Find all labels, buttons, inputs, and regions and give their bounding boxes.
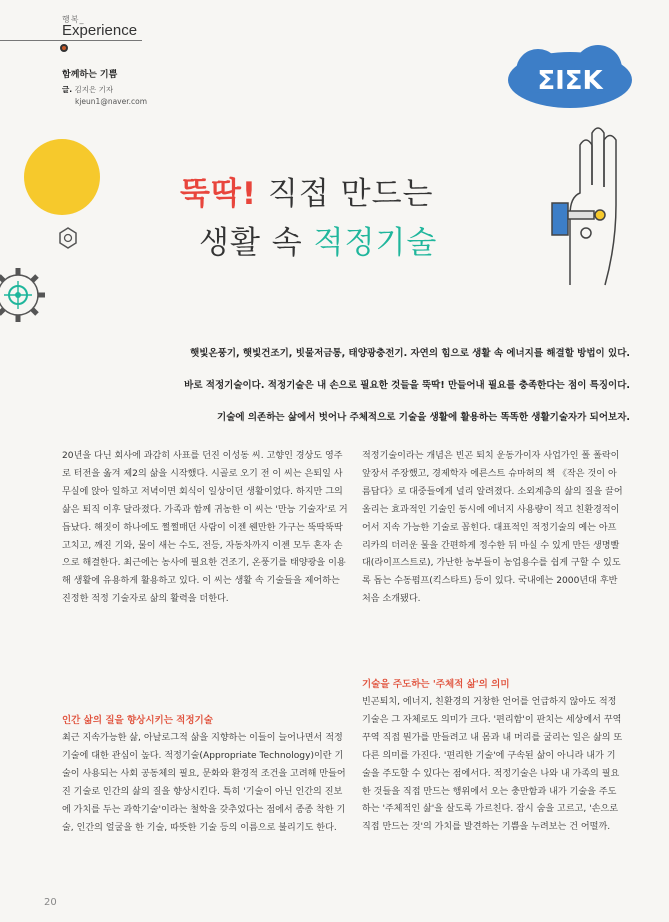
- body-left-column-top: [62, 448, 350, 609]
- body-paragraph: 최근 지속가능한 삶, 아날로그적 삶을 지향하는 이들이 늘어나면서 적정기술에 대한 관심이 높다. 적정기술(Appropriate Technology)이란 기술이 사용되는 사회 공동체의 필요, 문화와 환경적 조건을 고려해 만들어진 기술로 인간의 삶의 질을 향상시킨다. 특히 '기술이 아닌 인간의 진보에 가치를 두는 과학기술'이라는 철학을 갖추었다는 점에서 종종 착한 기술, 인간의 얼굴을 한 기술, 따뜻한 기술 등의 이름으로 불리기도 한다.: [62, 733, 346, 833]
- section-dot-icon: [60, 44, 68, 52]
- body-paragraph: 빈곤퇴치, 에너지, 친환경의 거창한 언어를 언급하지 않아도 적정기술은 그 자체로도 의미가 크다. '편리함'이 판치는 세상에서 꾸역꾸역 직접 뭔가를 만들려고 내 몸과 내 머리를 굴리는 일은 삶의 또 다른 의미를 가진다. '편리한 기술'에 구속된 삶이 아니라 내가 기술을 주도할 수 있다는 점에서다. 적정기술은 나와 내 가족의 필요한 것들을 직접 만드는 행위에서 오는 충만함과 내가 기술을 주도하는 '주체적인 삶'을 살도록 가르친다. 잠시 숨을 고르고, '손으로 직접 만드는 것'의 가치를 발견하는 기쁨을 누려보는 건 어떨까.: [362, 697, 623, 833]
- title-accent-exclaim: 뚝딱!: [180, 176, 258, 212]
- title-accent-keyword: 적정기술: [313, 225, 438, 261]
- byline: [62, 84, 113, 95]
- intro-line-3: 기술에 의존하는 삶에서 벗어나 주체적으로 기술을 생활에 활용하는 똑똑한 생활기술자가 되어보자.: [217, 412, 630, 423]
- gear-icon: [0, 268, 45, 322]
- body-right-column-top: [362, 448, 624, 609]
- sun-circle-icon: [24, 139, 100, 215]
- byline-prefix: 글.: [62, 85, 73, 94]
- page-number: 20: [44, 897, 57, 908]
- author-email: kjeun1@naver.com: [75, 97, 148, 106]
- title-line1-rest: 직접 만드는: [257, 176, 434, 212]
- hex-nut-icon: [60, 228, 76, 248]
- article-title-line1: [180, 168, 433, 213]
- body-left-column-bottom: [62, 730, 350, 837]
- subhead-right: 기술을 주도하는 '주체적 삶'의 의미: [362, 679, 510, 690]
- section-kicker: 행복_: [62, 15, 85, 24]
- intro-line-1: 햇빛온풍기, 햇빛건조기, 빗물저금통, 태양광충전기. 자연의 힘으로 생활 속 에너지를 해결할 방법이 있다.: [190, 348, 630, 359]
- header-rule: [0, 40, 142, 41]
- hand-with-tool-icon: [552, 128, 616, 285]
- article-title-line2: [199, 217, 437, 262]
- svg-text:ΣΙΣΚ: ΣΙΣΚ: [537, 66, 603, 96]
- intro-line-2: 바로 적정기술이다. 적정기술은 내 손으로 필요한 것들을 뚝딱! 만들어내 필요를 충족한다는 점이 특징이다.: [184, 380, 630, 391]
- body-right-column-bottom: [362, 694, 624, 837]
- cloud-logo-icon: [508, 45, 632, 108]
- byline-author: 김지은 기자: [74, 85, 114, 94]
- subhead-left: 인간 삶의 질을 향상시키는 적정기술: [62, 715, 213, 726]
- hand-tool-illustration: [500, 45, 660, 305]
- title-line2-plain: 생활 속: [199, 225, 314, 261]
- section-title: Experience: [62, 22, 138, 39]
- body-paragraph: 20년을 다닌 회사에 과감히 사표를 던진 이성동 씨. 고향인 경상도 영주로 터전을 옮겨 제2의 삶을 시작했다. 시골로 오기 전 이 씨는 은퇴일 사무실에 앉아 일하고 저녁이면 회식이 일상이던 생활이었다. 하지만 그의 삶은 퇴직 이후 달라졌다. 가족과 함께 귀농한 이 씨는 '만능 기술자'로 거듭났다. 해짓이 하나에도 쩔쩔매던 사람이 이젠 웬만한 가구는 뚝딱뚝딱 고치고, 깨진 기와, 물이 새는 수도, 전등, 자동차까지 이젠 모두 혼자 손으로 해결한다. 최근에는 농사에 필요한 건조기, 온풍기를 태양광을 이용해 생활에 유용하게 활용하고 있다. 이 씨는 생활 속 기술들을 제어하는 진정한 적정 기술자로 삶의 활력을 더한다.: [62, 451, 348, 605]
- column-name: 함께하는 기쁨: [62, 70, 118, 80]
- gear-illustration: [0, 130, 200, 340]
- body-paragraph: 적정기술이라는 개념은 빈곤 퇴치 운동가이자 사업가인 폴 폴락이 앞장서 주장했고, 경제학자 에른스트 슈마허의 책 《작은 것이 아름답다》로 대중들에게 널리 알려졌다. 소외계층의 삶의 질을 끌어올리는 효과적인 기술인 동시에 에너지 사용량이 적고 친환경적이어서 지속 가능한 기술로 꼽힌다. 대표적인 적정기술의 예는 아프리카의 더러운 물을 간편하게 정수한 뒤 마실 수 있게 만든 생명빨대(라이프스트로), 가난한 농부들이 농업용수를 쉽게 구할 수 있도록 돕는 수동펌프(킥스타트) 등이 있다. 국내에는 2000년대 후반 처음 소개됐다.: [362, 451, 623, 605]
